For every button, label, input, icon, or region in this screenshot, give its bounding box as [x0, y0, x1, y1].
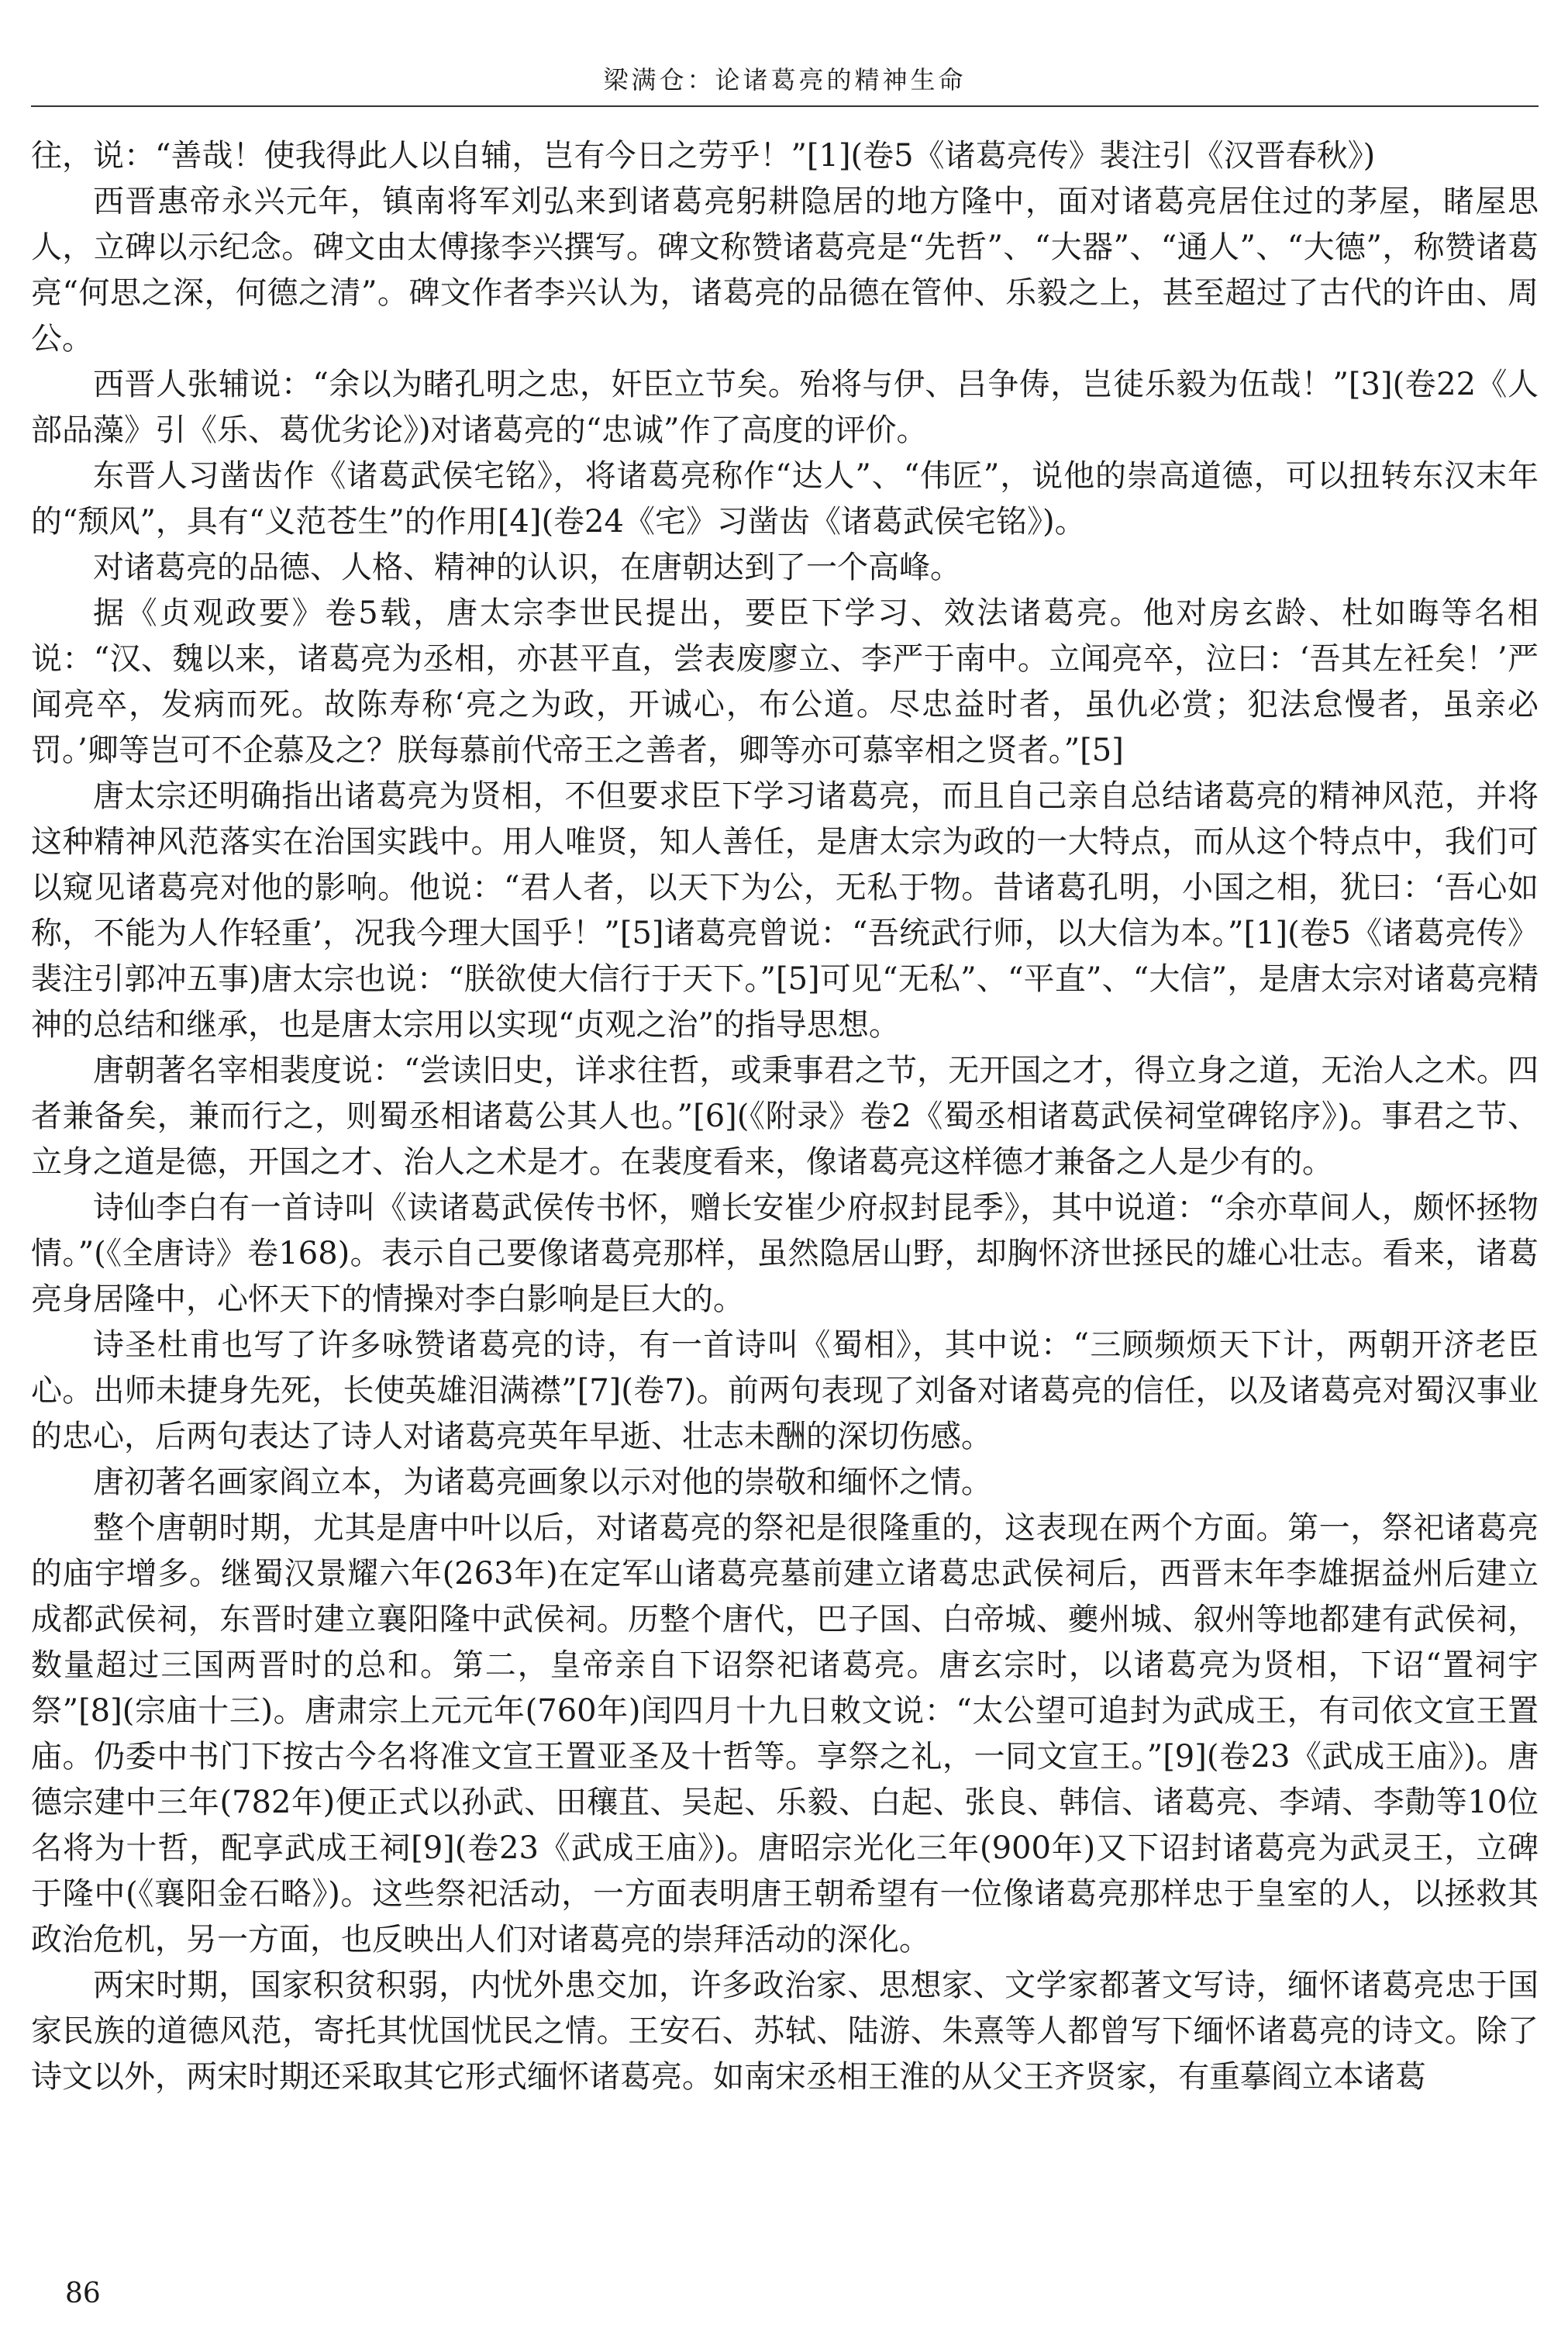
header-rule: [31, 105, 1539, 107]
paragraph: 整个唐朝时期，尤其是唐中叶以后，对诸葛亮的祭祀是很隆重的，这表现在两个方面。第一，祭祀诸葛亮的庙宇增多。继蜀汉景耀六年(263年)在定军山诸葛亮墓前建立诸葛忠武侯祠后，西晋末年李雄据益州后建立成都武侯祠，东晋时建立襄阳隆中武侯祠。历整个唐代，巴子国、白帝城、夔州城、叙州等地都建有武侯祠，数量超过三国两晋时的总和。第二，皇帝亲自下诏祭祀诸葛亮。唐玄宗时，以诸葛亮为贤相，下诏“置祠宇祭”[8](宗庙十三)。唐肃宗上元元年(760年)闰四月十九日敕文说：“太公望可追封为武成王，有司依文宣王置庙。仍委中书门下按古今名将准文宣王置亚圣及十哲等。享祭之礼，一同文宣王。”[9](卷23《武成王庙》)。唐德宗建中三年(782年)便正式以孙武、田穰苴、吴起、乐毅、白起、张良、韩信、诸葛亮、李靖、李勣等10位名将为十哲，配享武成王祠[9](卷23《武成王庙》)。唐昭宗光化三年(900年)又下诏封诸葛亮为武灵王，立碑于隆中(《襄阳金石略》)。这些祭祀活动，一方面表明唐王朝希望有一位像诸葛亮那样忠于皇室的人，以拯救其政治危机，另一方面，也反映出人们对诸葛亮的崇拜活动的深化。: [31, 1510, 1539, 1958]
paragraph: 唐朝著名宰相裴度说：“尝读旧史，详求往哲，或秉事君之节，无开国之才，得立身之道，无治人之术。四者兼备矣，兼而行之，则蜀丞相诸葛公其人也。”[6](《附录》卷2《蜀丞相诸葛武侯祠堂碑铭序》)。事君之节、立身之道是德，开国之才、治人之术是才。在裴度看来，像诸葛亮这样德才兼备之人是少有的。: [31, 1053, 1539, 1180]
paragraph: 诗圣杜甫也写了许多咏赞诸葛亮的诗，有一首诗叫《蜀相》，其中说：“三顾频烦天下计，两朝开济老臣心。出师未捷身先死，长使英雄泪满襟”[7](卷7)。前两句表现了刘备对诸葛亮的信任，以及诸葛亮对蜀汉事业的忠心，后两句表达了诗人对诸葛亮英年早逝、壮志未酬的深切伤感。: [31, 1327, 1539, 1454]
paragraph: 诗仙李白有一首诗叫《读诸葛武侯传书怀，赠长安崔少府叔封昆季》，其中说道：“余亦草间人，颇怀拯物情。”(《全唐诗》卷168)。表示自己要像诸葛亮那样，虽然隐居山野，却胸怀济世拯民的雄心壮志。看来，诸葛亮身居隆中，心怀天下的情操对李白影响是巨大的。: [31, 1190, 1539, 1317]
running-title: 梁满仓：论诸葛亮的精神生命: [603, 65, 967, 95]
paragraph: 唐太宗还明确指出诸葛亮为贤相，不但要求臣下学习诸葛亮，而且自己亲自总结诸葛亮的精神风范，并将这种精神风范落实在治国实践中。用人唯贤，知人善任，是唐太宗为政的一大特点，而从这个特点中，我们可以窥见诸葛亮对他的影响。他说：“君人者，以天下为公，无私于物。昔诸葛孔明，小国之相，犹曰：‘吾心如称，不能为人作轻重’，况我今理大国乎！”[5]诸葛亮曾说：“吾统武行师，以大信为本。”[1](卷5《诸葛亮传》裴注引郭冲五事)唐太宗也说：“朕欲使大信行于天下。”[5]可见“无私”、“平直”、“大信”，是唐太宗对诸葛亮精神的总结和继承，也是唐太宗用以实现“贞观之治”的指导思想。: [31, 778, 1539, 1043]
paragraph-continued: 往，说：“善哉！使我得此人以自辅，岂有今日之劳乎！”[1](卷5《诸葛亮传》裴注引《汉晋春秋》): [31, 138, 1376, 174]
page-number: 86: [65, 2278, 101, 2309]
paragraph: 两宋时期，国家积贫积弱，内忧外患交加，许多政治家、思想家、文学家都著文写诗，缅怀诸葛亮忠于国家民族的道德风范，寄托其忧国忧民之情。王安石、苏轼、陆游、朱熹等人都曾写下缅怀诸葛亮的诗文。除了诗文以外，两宋时期还采取其它形式缅怀诸葛亮。如南宋丞相王淮的从父王齐贤家，有重摹阎立本诸葛: [31, 1968, 1539, 2095]
paragraph: 唐初著名画家阎立本，为诸葛亮画象以示对他的崇敬和缅怀之情。: [93, 1464, 992, 1500]
paragraph: 据《贞观政要》卷5载，唐太宗李世民提出，要臣下学习、效法诸葛亮。他对房玄龄、杜如晦等名相说：“汉、魏以来，诸葛亮为丞相，亦甚平直，尝表废廖立、李严于南中。立闻亮卒，泣曰：‘吾其左衽矣！’严闻亮卒，发病而死。故陈寿称‘亮之为政，开诚心，布公道。尽忠益时者，虽仇必赏；犯法怠慢者，虽亲必罚。’卿等岂可不企慕及之？朕每慕前代帝王之善者，卿等亦可慕宰相之贤者。”[5]: [31, 595, 1539, 768]
paragraph: 西晋人张辅说：“余以为睹孔明之忠，奸臣立节矣。殆将与伊、吕争俦，岂徒乐毅为伍哉！”[3](卷22《人部品藻》引《乐、葛优劣论》)对诸葛亮的“忠诚”作了高度的评价。: [31, 367, 1539, 448]
article-body: [31, 133, 1539, 2100]
paragraph: 东晋人习凿齿作《诸葛武侯宅铭》，将诸葛亮称作“达人”、“伟匠”，说他的崇高道德，可以扭转东汉末年的“颓风”，具有“义范苍生”的作用[4](卷24《宅》习凿齿《诸葛武侯宅铭》)。: [31, 458, 1539, 540]
paragraph: 西晋惠帝永兴元年，镇南将军刘弘来到诸葛亮躬耕隐居的地方隆中，面对诸葛亮居住过的茅屋，睹屋思人，立碑以示纪念。碑文由太傅掾李兴撰写。碑文称赞诸葛亮是“先哲”、“大器”、“通人”、“大德”，称赞诸葛亮“何思之深，何德之清”。碑文作者李兴认为，诸葛亮的品德在管仲、乐毅之上，甚至超过了古代的许由、周公。: [31, 184, 1539, 357]
paragraph: 对诸葛亮的品德、人格、精神的认识，在唐朝达到了一个高峰。: [93, 550, 961, 585]
